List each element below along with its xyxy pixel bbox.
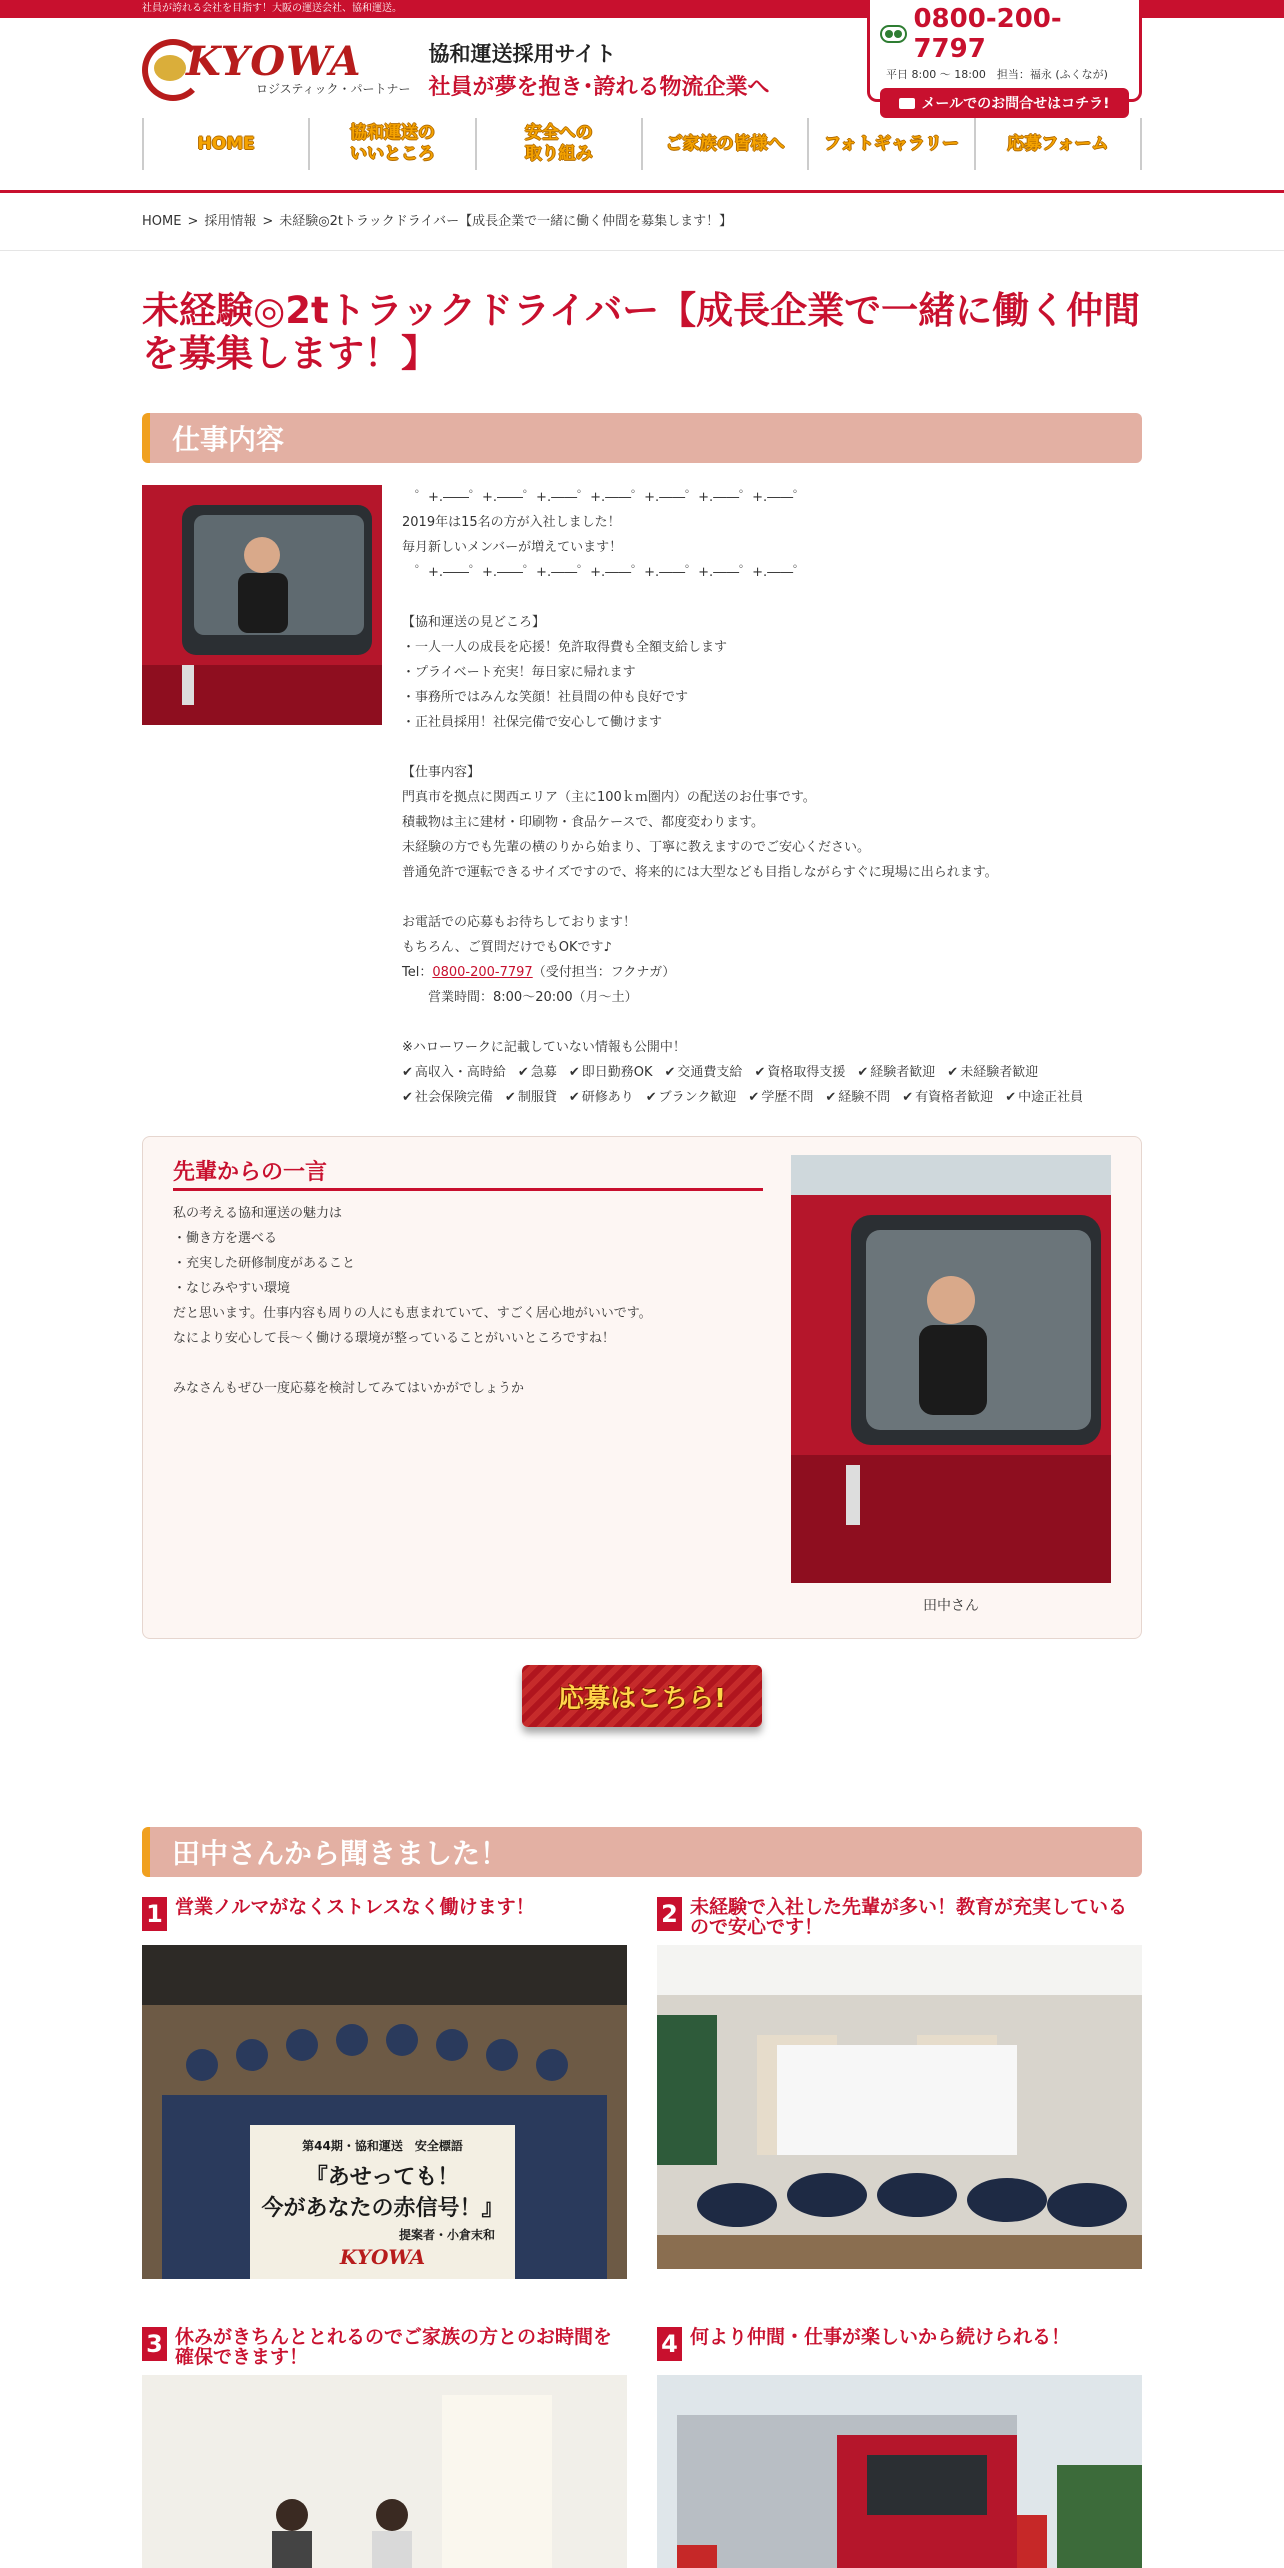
tel-line bbox=[402, 960, 1142, 985]
contact-hours: 平日 8:00 ～ 18:00 担当：福永 (ふくなが) bbox=[886, 68, 1108, 81]
feature-tag: ✔ ブランク歓迎 bbox=[646, 1085, 737, 1110]
point-title: 営業ノルマがなくストレスなく働けます！ bbox=[175, 1896, 535, 1918]
banner-line: 今があなたの赤信号！』 bbox=[261, 2196, 504, 2221]
nav-gallery[interactable]: フォトギャラリー bbox=[807, 118, 973, 170]
nav-home[interactable]: HOME bbox=[142, 118, 308, 170]
job-line: 普通免許で運転できるサイズですので、将来的には大型なども目指しながらすぐに現場に出られます。 bbox=[402, 865, 998, 880]
global-nav bbox=[142, 118, 1142, 170]
office-photo bbox=[142, 2375, 627, 2568]
banner-line: 第44期・協和運送 安全標語 bbox=[302, 2139, 463, 2153]
truck-driver-photo bbox=[142, 485, 382, 725]
job-line: ・事務所ではみんな笑顔！社員間の仲も良好です bbox=[402, 690, 689, 705]
main-content bbox=[142, 289, 1142, 2568]
section-heading-job: 仕事内容 bbox=[142, 413, 1142, 463]
points-grid bbox=[142, 1897, 1142, 2568]
job-line bbox=[402, 885, 1142, 910]
feature-tag: ✔ 未経験者歓迎 bbox=[947, 1060, 1038, 1085]
section-heading-interview: 田中さんから聞きました！ bbox=[142, 1827, 1142, 1877]
nav-family[interactable]: ご家族の皆様へ bbox=[641, 118, 807, 170]
truck-team-photo bbox=[657, 2375, 1142, 2568]
point-number: 2 bbox=[657, 1897, 682, 1931]
hellowork-note: ※ハローワークに記載していない情報も公開中！ bbox=[402, 1040, 686, 1055]
business-hours: 営業時間：8:00～20:00（月～土） bbox=[402, 990, 638, 1005]
job-line: 未経験の方でも先輩の横のりから始まり、丁寧に教えますのでご安心ください。 bbox=[402, 840, 871, 855]
job-line: 【協和運送の見どころ】 bbox=[402, 615, 546, 630]
feature-tag: ✔ 資格取得支援 bbox=[754, 1060, 845, 1085]
banner-line: 『あせっても！ bbox=[305, 2165, 460, 2190]
feature-tag: ✔ 有資格者歓迎 bbox=[902, 1085, 993, 1110]
breadcrumb-sep: > bbox=[262, 214, 274, 229]
job-line: ・一人一人の成長を応援！免許取得費も全額支給します bbox=[402, 640, 728, 655]
freedial-icon bbox=[880, 25, 907, 43]
mail-contact-button[interactable]: メールでのお問合せはコチラ! bbox=[880, 88, 1129, 118]
site-catch: 社員が夢を抱き･誇れる物流企業へ bbox=[428, 75, 770, 100]
contact-box bbox=[867, 0, 1142, 112]
envelope-icon bbox=[899, 98, 915, 109]
senior-photo bbox=[791, 1155, 1111, 1583]
point-title: 未経験で入社した先輩が多い！教育が充実しているので安心です！ bbox=[690, 1896, 1128, 1938]
point-number: 1 bbox=[142, 1897, 167, 1931]
feature-tag: ✔ 学歴不問 bbox=[748, 1085, 813, 1110]
senior-text: 私の考える協和運送の魅力は ・働き方を選べる ・充実した研修制度があること ・なじみやすい環境 だと思います。仕事内容も周りの人にも恵まれていて、すごく居心地がいいです。 なにより安心して長～く働ける環境が整っていることがいいところですね！ みなさんもぜひ一度応募を検討してみてはいかがでしょうか bbox=[173, 1206, 652, 1396]
feature-tag: ✔ 急募 bbox=[518, 1060, 557, 1085]
senior-title: 先輩からの一言 bbox=[173, 1155, 763, 1191]
logo-mark-icon bbox=[142, 39, 204, 101]
page-title: 未経験◎2tトラックドライバー【成長企業で一緒に働く仲間を募集します！】 bbox=[142, 289, 1141, 375]
apply-button[interactable]: 応募はこちら! bbox=[522, 1665, 762, 1727]
job-line bbox=[402, 735, 1142, 760]
top-strip-text: 社員が誇れる会社を目指す！大阪の運送会社、協和運送。 bbox=[142, 3, 402, 14]
job-line: ゜+.――゜+.――゜+.――゜+.――゜+.――゜+.――゜+.――゜ bbox=[402, 490, 807, 505]
job-line: ・プライベート充実！毎日家に帰れます bbox=[402, 665, 636, 680]
feature-tag: ✔ 研修あり bbox=[569, 1085, 634, 1110]
job-line: 2019年は15名の方が入社しました！ bbox=[402, 515, 621, 530]
breadcrumb-sep: > bbox=[187, 214, 199, 229]
point-title: 休みがきちんととれるのでご家族の方とのお時間を確保できます！ bbox=[175, 2326, 613, 2368]
feature-tags bbox=[402, 1060, 1142, 1110]
phone-number[interactable]: 0800-200-7797 bbox=[880, 4, 1129, 64]
job-line bbox=[402, 1010, 1142, 1035]
job-line bbox=[402, 585, 1142, 610]
banner-line: 提案者・小倉末和 bbox=[398, 2228, 495, 2242]
feature-tag: ✔ 社会保険完備 bbox=[402, 1085, 493, 1110]
breadcrumb bbox=[0, 193, 1284, 251]
logo-brand: KYOWA bbox=[186, 38, 362, 85]
point-card bbox=[142, 1897, 627, 2279]
point-card bbox=[657, 1897, 1142, 2279]
banner-logo: KYOWA bbox=[339, 2245, 426, 2269]
feature-tag: ✔ 交通費支給 bbox=[665, 1060, 743, 1085]
job-line: ゜+.――゜+.――゜+.――゜+.――゜+.――゜+.――゜+.――゜ bbox=[402, 565, 807, 580]
training-room-photo bbox=[657, 1945, 1142, 2269]
feature-tag: ✔ 制服貸 bbox=[505, 1085, 557, 1110]
group-photo bbox=[142, 1945, 627, 2279]
job-line: もちろん、ご質問だけでもOKです♪ bbox=[402, 940, 612, 955]
feature-tag: ✔ 経験不問 bbox=[825, 1085, 890, 1110]
job-line: お電話での応募もお待ちしております！ bbox=[402, 915, 637, 930]
feature-tag: ✔ 即日勤務OK bbox=[569, 1060, 653, 1085]
point-card bbox=[142, 2327, 627, 2568]
feature-tag: ✔ 経験者歓迎 bbox=[857, 1060, 935, 1085]
logo[interactable] bbox=[142, 38, 769, 101]
feature-tag: ✔ 中途正社員 bbox=[1005, 1085, 1083, 1110]
job-line: 門真市を拠点に関西エリア（主に100ｋｍ圏内）の配送のお仕事です。 bbox=[402, 790, 816, 805]
feature-tag: ✔ 高収入・高時給 bbox=[402, 1060, 506, 1085]
point-card bbox=[657, 2327, 1142, 2568]
safety-banner bbox=[250, 2125, 515, 2279]
point-title: 何より仲間・仕事が楽しいから続けられる！ bbox=[690, 2326, 1071, 2348]
senior-message bbox=[142, 1136, 1142, 1639]
tel-link[interactable]: 0800-200-7797 bbox=[432, 965, 533, 980]
nav-safety[interactable]: 安全への 取り組み bbox=[475, 118, 641, 170]
job-line: 毎月新しいメンバーが増えています！ bbox=[402, 540, 623, 555]
breadcrumb-home[interactable]: HOME bbox=[142, 214, 182, 229]
nav-good-points[interactable]: 協和運送の いいところ bbox=[308, 118, 474, 170]
job-line: 【仕事内容】 bbox=[402, 765, 481, 780]
site-title: 協和運送採用サイト bbox=[428, 42, 616, 66]
job-line: ・正社員採用！社保完備で安心して働けます bbox=[402, 715, 663, 730]
job-body bbox=[402, 485, 1142, 1110]
point-number: 4 bbox=[657, 2327, 682, 2361]
breadcrumb-current: 未経験◎2tトラックドライバー【成長企業で一緒に働く仲間を募集します！】 bbox=[279, 214, 733, 229]
tel-note: （受付担当：フクナガ） bbox=[532, 965, 676, 980]
tel-label: Tel： bbox=[402, 965, 433, 980]
logo-sub: ロジスティック・パートナー bbox=[256, 82, 411, 96]
breadcrumb-category[interactable]: 採用情報 bbox=[204, 214, 257, 229]
point-number: 3 bbox=[142, 2327, 167, 2361]
senior-caption: 田中さん bbox=[923, 1598, 979, 1614]
job-line: 積載物は主に建材・印刷物・食品ケースで、都度変わります。 bbox=[402, 815, 765, 830]
job-description bbox=[142, 485, 1142, 1110]
nav-apply-form[interactable]: 応募フォーム bbox=[974, 118, 1142, 170]
